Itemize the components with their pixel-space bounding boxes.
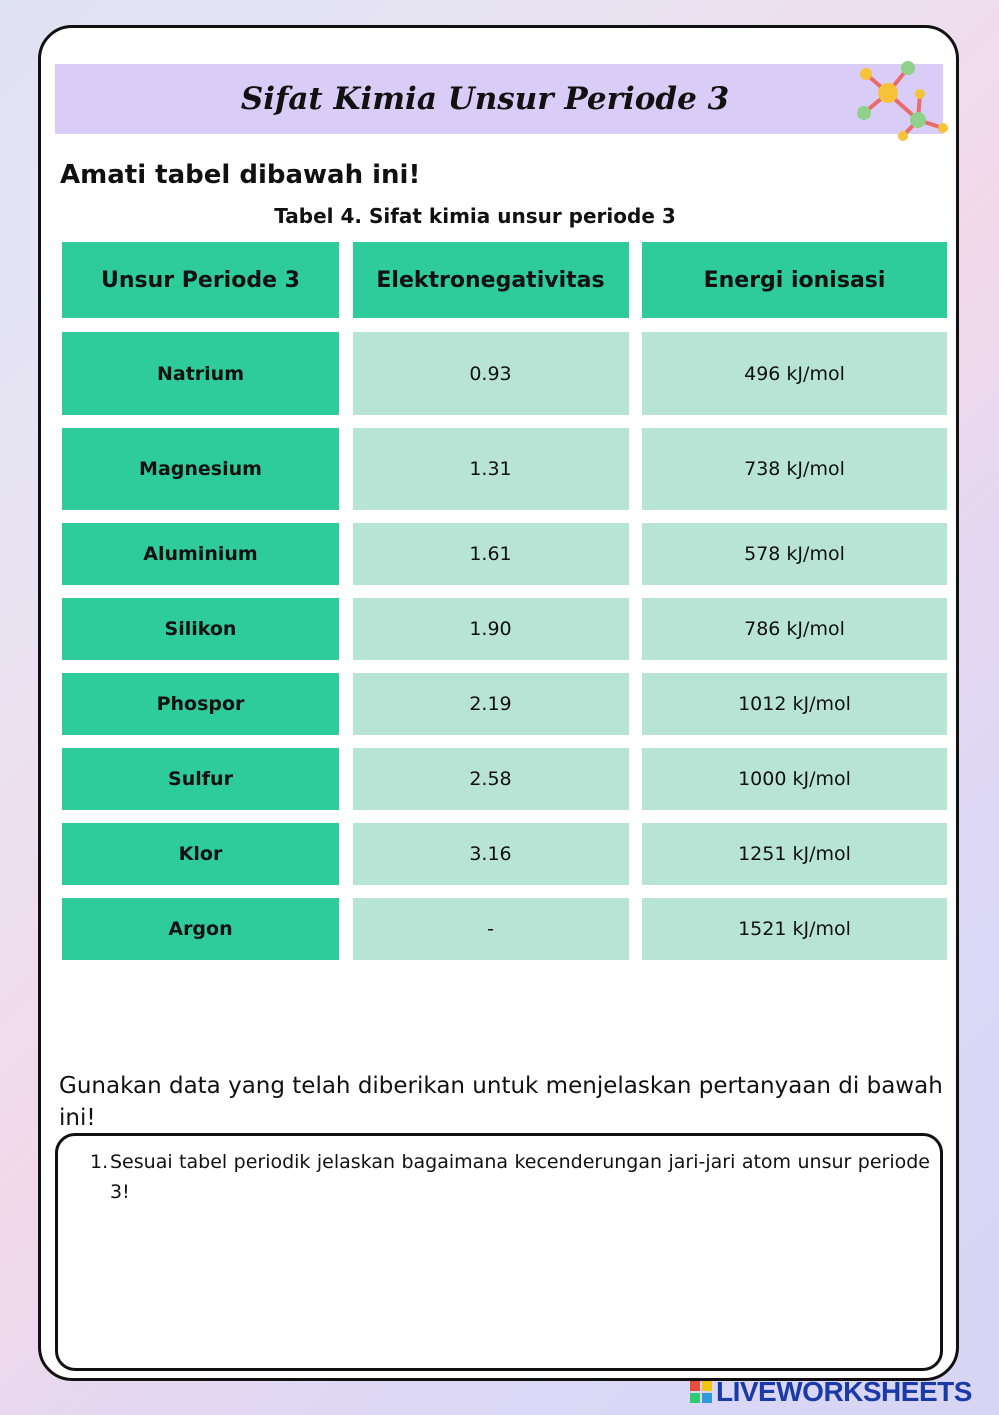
periodic-properties-table xyxy=(62,242,947,960)
table-cell-element: Natrium xyxy=(62,332,339,415)
table-cell-element: Silikon xyxy=(62,598,339,660)
column-header-electronegativity: Elektronegativitas xyxy=(353,242,629,318)
table-cell-ionization-energy: 496 kJ/mol xyxy=(642,332,947,415)
table-cell-element: Klor xyxy=(62,823,339,885)
column-header-element: Unsur Periode 3 xyxy=(62,242,339,318)
table-cell-electronegativity: - xyxy=(353,898,629,960)
table-cell-electronegativity: 1.90 xyxy=(353,598,629,660)
table-cell-electronegativity: 2.19 xyxy=(353,673,629,735)
page-title: Sifat Kimia Unsur Periode 3 xyxy=(240,81,730,117)
table-cell-electronegativity: 1.31 xyxy=(353,428,629,510)
table-cell-ionization-energy: 1251 kJ/mol xyxy=(642,823,947,885)
table-cell-ionization-energy: 786 kJ/mol xyxy=(642,598,947,660)
table-caption: Tabel 4. Sifat kimia unsur periode 3 xyxy=(274,204,676,228)
instruction-heading: Amati tabel dibawah ini! xyxy=(60,160,421,190)
table-cell-electronegativity: 0.93 xyxy=(353,332,629,415)
table-cell-ionization-energy: 1521 kJ/mol xyxy=(642,898,947,960)
table-cell-ionization-energy: 1012 kJ/mol xyxy=(642,673,947,735)
question-prompt: Gunakan data yang telah diberikan untuk menjelaskan pertanyaan di bawah ini! xyxy=(59,1073,943,1131)
table-cell-element: Magnesium xyxy=(62,428,339,510)
table-cell-element: Argon xyxy=(62,898,339,960)
column-header-ionization-energy: Energi ionisasi xyxy=(642,242,947,318)
table-cell-ionization-energy: 1000 kJ/mol xyxy=(642,748,947,810)
table-cell-electronegativity: 3.16 xyxy=(353,823,629,885)
table-cell-ionization-energy: 738 kJ/mol xyxy=(642,428,947,510)
table-cell-element: Aluminium xyxy=(62,523,339,585)
table-cell-electronegativity: 1.61 xyxy=(353,523,629,585)
brand-name: LIVEWORKSHEETS xyxy=(716,1376,972,1407)
table-cell-electronegativity: 2.58 xyxy=(353,748,629,810)
table-cell-element: Phospor xyxy=(62,673,339,735)
table-cell-ionization-energy: 578 kJ/mol xyxy=(642,523,947,585)
liveworksheets-logo-icon xyxy=(690,1381,712,1403)
brand-footer xyxy=(690,1376,972,1408)
question-number: 1. xyxy=(90,1151,109,1173)
table-cell-element: Sulfur xyxy=(62,748,339,810)
molecule-icon xyxy=(848,58,952,142)
question-text: Sesuai tabel periodik jelaskan bagaimana kecenderungan jari-jari atom unsur periode 3! xyxy=(110,1151,930,1203)
